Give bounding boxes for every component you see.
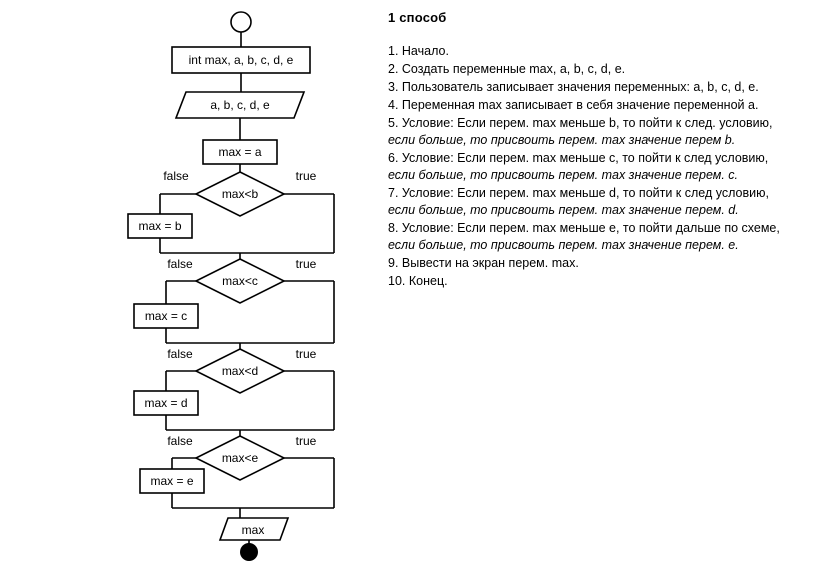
step-continuation: если больше, то присвоить перем. max значение перем. e. [388, 238, 739, 252]
step-main: 10. Конец. [388, 274, 448, 288]
assign-b-label: max = b [138, 219, 182, 233]
algorithm-step [388, 150, 818, 184]
algorithm-step [388, 61, 818, 78]
end-node [240, 543, 258, 561]
cond-b-true-label: true [295, 169, 317, 183]
algorithm-step [388, 185, 818, 219]
algorithm-step [388, 273, 818, 290]
cond-e-true-label: true [295, 434, 317, 448]
cond-d-false-label: false [167, 347, 193, 361]
step-main: 5. Условие: Если перем. max меньше b, то пойти к след. условию, [388, 116, 773, 130]
cond-e-false-label: false [167, 434, 193, 448]
start-node [231, 12, 251, 32]
assign-e-label: max = e [150, 474, 194, 488]
flowchart-svg [0, 0, 380, 563]
cond-d-true-label: true [295, 347, 317, 361]
algorithm-step [388, 220, 818, 254]
step-main: 6. Условие: Если перем. max меньше c, то пойти к след условию, [388, 151, 769, 165]
cond-c-label: max<c [222, 274, 258, 288]
step-continuation: если больше, то присвоить перем. max значение перем. c. [388, 168, 738, 182]
step-main: 9. Вывести на экран перем. max. [388, 256, 579, 270]
panel-title: 1 способ [388, 10, 447, 25]
declare-label: int max, a, b, c, d, e [188, 53, 294, 67]
step-main: 2. Создать переменные max, a, b, c, d, e. [388, 62, 626, 76]
cond-b-label: max<b [221, 187, 259, 201]
cond-c-false-label: false [167, 257, 193, 271]
cond-b-false-label: false [163, 169, 189, 183]
input-label: a, b, c, d, e [210, 98, 270, 112]
step-main: 4. Переменная max записывает в себя значение переменной a. [388, 98, 759, 112]
assign-d-label: max = d [144, 396, 188, 410]
algorithm-text-panel [388, 10, 818, 291]
step-main: 1. Начало. [388, 44, 449, 58]
algorithm-step [388, 79, 818, 96]
step-main: 3. Пользователь записывает значения переменных: a, b, c, d, e. [388, 80, 759, 94]
output-label: max [241, 523, 265, 537]
algorithm-step [388, 115, 818, 149]
algorithm-step [388, 97, 818, 114]
algorithm-step [388, 255, 818, 272]
step-continuation: если больше, то присвоить перем. max значение перем b. [388, 133, 736, 147]
step-main: 8. Условие: Если перем. max меньше e, то пойти дальше по схеме, [388, 221, 780, 235]
cond-c-true-label: true [295, 257, 317, 271]
cond-e-label: max<e [221, 451, 259, 465]
assign-c-label: max = c [144, 309, 188, 323]
assign-a-label: max = a [218, 145, 262, 159]
step-continuation: если больше, то присвоить перем. max значение перем. d. [388, 203, 739, 217]
cond-d-label: max<d [221, 364, 259, 378]
algorithm-step [388, 43, 818, 60]
step-main: 7. Условие: Если перем. max меньше d, то пойти к след условию, [388, 186, 769, 200]
